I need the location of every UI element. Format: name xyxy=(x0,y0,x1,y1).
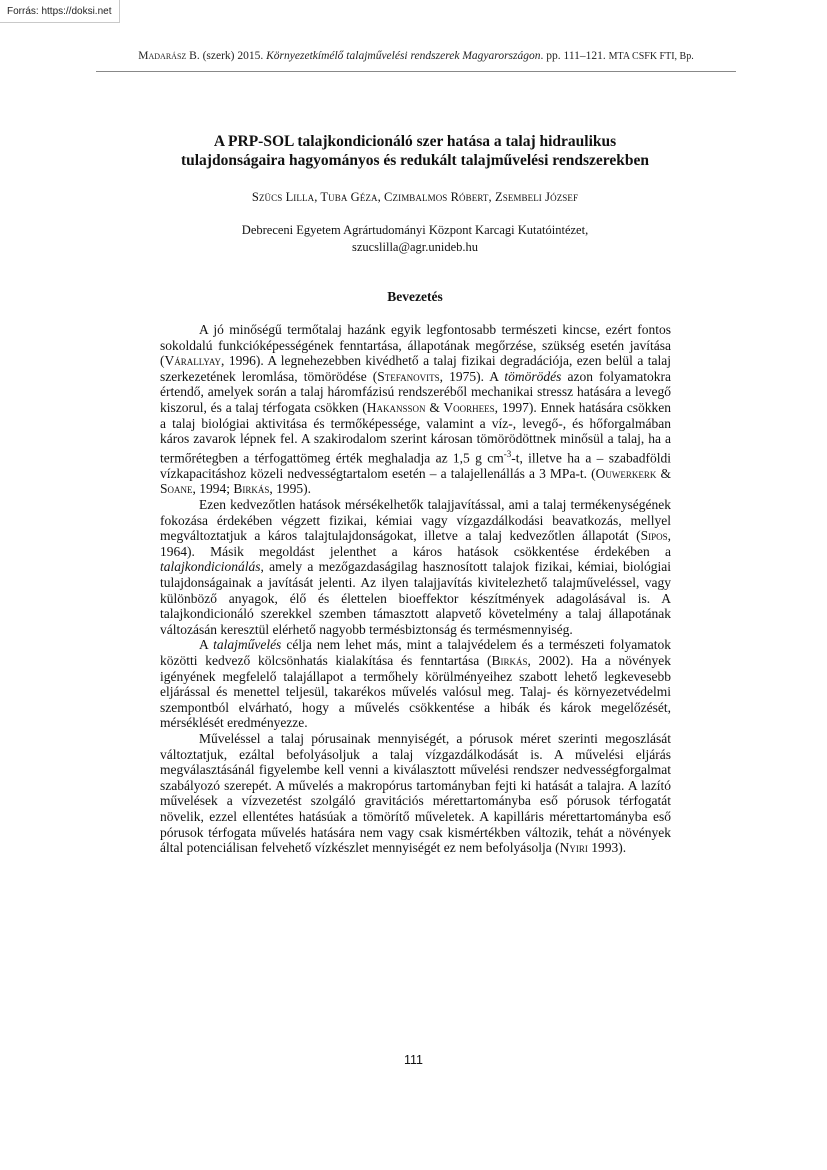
header-ref-part1: B. (szerk) 2015. xyxy=(186,50,267,62)
citation-author: Birkás xyxy=(491,652,528,668)
paragraph-3 xyxy=(160,637,671,731)
body-text xyxy=(160,322,671,856)
header-rule xyxy=(96,71,736,72)
text-run: Műveléssel a talaj pórusainak mennyiségét, a pórusok méret szerinti megoszlását változtatjuk, ezáltal befolyásoljuk a talaj vízgazdálkodását is. A művelési eljárás megválasztásánál figyelembe kell venni a kiválasztott művelési rendszer nedvességforgalmat szabályozó szerepét. A művelés a makropórus tartományban fejti ki hatását a talajra. A lazító művelések a vízvezetést szolgáló gravitációs mérettartományba eső pórusok térfogatát növelik, ezzel ellentétes hatásúak a tömörítő műveletek. A kapilláris mérettartományba eső pórusok térfogata művelés hatására nem vagy csak kismértékben változik, tehát a növények által potenciálisan felvehető vízkészlet mennyiségét ez nem befolyásolja ( xyxy=(160,730,671,856)
source-label: Forrás: https://doksi.net xyxy=(0,0,120,23)
citation-author: Ouwerkerk & Soane xyxy=(160,465,671,497)
header-editor: Madarász xyxy=(138,50,187,62)
text-run: Ezen kedvezőtlen hatások mérsékelhetők talajjavítással, ami a talaj termékenységének fokozása érdekében végzett fizikai, kémiai vagy vízgazdálkodási beavatkozás, mellyel megváltoztatjuk a káros talajtulajdonságokat, illetve a talaj kedvezőtlen állapotát ( xyxy=(160,497,671,544)
text-run: célja nem lehet más, mint a talajvédelem és a természeti folyamatok közötti kedvező kölcsönhatás kialakítása és fenntartása ( xyxy=(160,637,671,668)
text-run: , 1975). A xyxy=(439,368,505,384)
title-line-2: tulajdonságaira hagyományos és redukált talajművelési rendszerekben xyxy=(180,152,650,169)
section-heading: Bevezetés xyxy=(387,289,443,304)
text-run: A xyxy=(199,637,214,653)
superscript: -3 xyxy=(503,448,512,459)
paper-title xyxy=(100,132,730,170)
citation-author: Várallyay xyxy=(164,353,222,369)
affiliation-block xyxy=(100,222,730,256)
citation-author: Sipos xyxy=(640,528,668,544)
running-header xyxy=(96,50,736,62)
text-run: , 2002). Ha a növények igényének megfelelő talajállapot a termőhely körülményeihez szabott lehető legkevesebb eljárással és menettel teljesül, takarékos művelés valósul meg. Talaj- és környezetvédelmi szempontból elvárható, hogy a művelés csökkentése a hibák és károk megelőzését, mérséklését eredményezze. xyxy=(160,652,671,731)
header-publisher: MTA CSFK FTI, Bp. xyxy=(608,51,694,62)
text-run: A jó minőségű termőtalaj hazánk egyik legfontosabb természeti kincse, ezért fontos sokoldalú funkcióképességének fenntartása, állapotának megőrzése, szükség esetén javítása ( xyxy=(160,322,671,369)
text-run: , 1994; xyxy=(192,481,234,497)
italic-term: talajkondicionálás xyxy=(160,559,261,575)
paragraph-2 xyxy=(160,497,671,637)
paragraph-1 xyxy=(160,322,671,497)
citation-author: Nyiri xyxy=(559,840,588,856)
contact-email: szucslilla@agr.unideb.hu xyxy=(351,240,479,254)
citation-author: Hakansson & Voorhees xyxy=(366,399,495,415)
text-run: , 1995). xyxy=(269,481,312,497)
header-book-title: Környezetkímélő talajművelési rendszerek Magyarországon xyxy=(266,50,541,62)
text-run: , 1964). Másik megoldást jelenthet a káros hatások csökkentése érdekében a xyxy=(160,528,671,559)
paragraph-4 xyxy=(160,731,671,856)
italic-term: tömörödés xyxy=(504,368,562,384)
citation-author: Birkás xyxy=(233,481,270,497)
text-run: , 1996). A legnehezebben kivédhető a talaj fizikai degradációja, ezen belül a talaj szerkezetének leromlása, tömörödése ( xyxy=(160,353,671,384)
text-run: -t, illetve ha a – szabadföldi vízkapacitáshoz közeli nedvességtartalom esetén – a talajellenállás a 3 MPa-t. ( xyxy=(160,450,671,481)
text-run: azon folyamatokra értendő, amelyek során a talaj háromfázisú rendszeréből mechanikai stressz hatására a levegő kiszorul, és a talaj térfogata csökken ( xyxy=(160,368,672,415)
text-run: , amely a mezőgazdaságilag hasznosított talajok fizikai, kémiai, biológiai tulajdonságainak a javítását jelenti. Az ilyen talajjavítás kivitelezhető talajműveléssel, vagy különböző anyagok, élő és élettelen bioeffektor készítmények adagolásával is. A talajkondicionáló szerekkel szemben támasztott alapvető követelmény a talaj állapotának változásán keresztül elérhető nagyobb termésbiztonság és termésmennyiség. xyxy=(160,559,671,637)
text-run: , 1997). Ennek hatására csökken a talaj biológiai aktivitása és termőképessége, valamint a víz-, levegő-, és hőforgalmában káros zavarok lépnek fel. A szakirodalom szerint károsan tömörödöttnek minősül a talaj, ha a termőrétegben a térfogattömeg érték meghaladja az 1,5 g cm xyxy=(160,399,672,466)
italic-term: talajművelés xyxy=(213,637,282,653)
citation-author: Stefanovits xyxy=(377,368,440,384)
author-list: Szücs Lilla, Tuba Géza, Czimbalmos Róbert, Zsembeli József xyxy=(251,190,579,204)
title-line-1: A PRP-SOL talajkondicionáló szer hatása a talaj hidraulikus xyxy=(213,133,617,150)
text-run: 1993). xyxy=(587,840,627,856)
page-number: 111 xyxy=(403,1053,423,1067)
header-ref-part2: . pp. 111–121. xyxy=(540,50,609,62)
affiliation: Debreceni Egyetem Agrártudományi Központ Karcagi Kutatóintézet, xyxy=(241,223,589,237)
